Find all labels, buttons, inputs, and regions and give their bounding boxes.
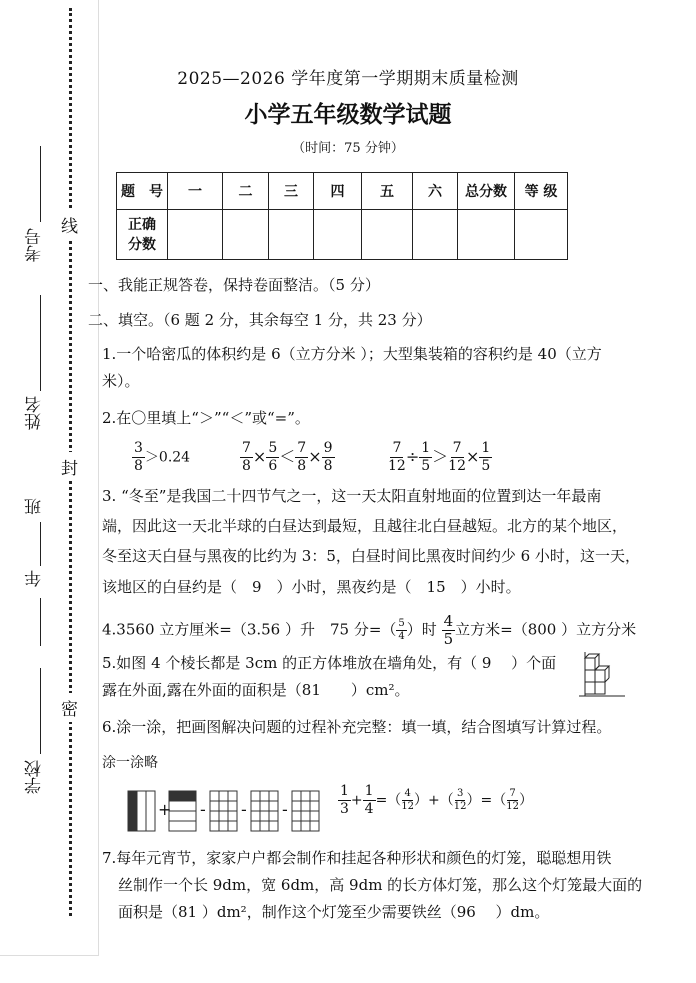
fraction: $\frac{7}{12}$	[448, 440, 466, 474]
question-2-stem: 2.在〇里填上“＞”“＜”或“=”。	[102, 409, 310, 427]
fraction: $\frac{7}{12}$	[506, 788, 519, 812]
exam-time: （时间：75 分钟）	[292, 141, 404, 156]
exam-number-blank	[40, 146, 41, 222]
section-2-heading: 二、填空。（6 题 2 分，其余每空 1 分，共 23 分）	[88, 311, 432, 329]
seal-word-line: 线	[61, 210, 78, 239]
class-label: 班	[25, 498, 45, 515]
question-7-line-3: 面积是（81 ）dm²，制作这个灯笼至少需要铁丝（96 ）dm。	[118, 903, 550, 921]
question-2-expr-3: $\frac{7}{12}$ ÷ $\frac{1}{5}$ ＞ $\frac{7}{12}$ × $\frac{1}{5}$	[388, 440, 491, 474]
question-5-line-2: 露在外面,露在外面的面积是（81 ）cm²。	[102, 681, 410, 699]
table-header-cell: 一	[168, 173, 223, 210]
svg-text:-: -	[200, 800, 206, 819]
fraction: $\frac{7}{8}$	[242, 440, 251, 474]
grade-blank	[40, 598, 41, 646]
score-table	[116, 172, 568, 260]
question-3-line-1: 3. “冬至”是我国二十四节气之一，这一天太阳直射地面的位置到达一年最南	[102, 487, 602, 505]
svg-text:+: +	[158, 800, 172, 819]
fraction: $\frac{9}{8}$	[323, 440, 333, 474]
score-cell[interactable]	[223, 210, 269, 260]
exam-title: 2025—2026 学年度第一学期期末质量检测	[177, 69, 519, 89]
table-header-cell: 五	[362, 173, 413, 210]
table-header-cell: 二	[223, 173, 269, 210]
name-label: 姓名	[25, 396, 45, 430]
seal-word-secret: 密	[61, 693, 78, 722]
score-cell[interactable]	[413, 210, 458, 260]
stacked-cubes-figure	[577, 650, 627, 700]
fraction: $\frac{1}{5}$	[421, 440, 431, 474]
fraction: $\frac{7}{12}$	[388, 440, 406, 474]
table-header-cell: 四	[314, 173, 362, 210]
fraction: $\frac{1}{5}$	[481, 440, 491, 474]
fraction: $\frac{5}{4}$	[398, 618, 405, 642]
fraction: $\frac{7}{8}$	[297, 440, 307, 474]
table-row-label: 正确分数	[117, 210, 168, 260]
question-2-expr-2: $\frac{7}{8}$ × $\frac{5}{6}$ ＜ $\frac{7}{8}$ × $\frac{9}{8}$	[242, 440, 333, 474]
name-blank	[40, 295, 41, 391]
question-6-stem: 6.涂一涂，把画图解决问题的过程补充完整：填一填，结合图填写计算过程。	[102, 718, 612, 736]
table-header-cell: 三	[269, 173, 314, 210]
school-blank	[40, 668, 41, 754]
score-cell[interactable]	[515, 210, 568, 260]
grade-label: 年	[25, 570, 45, 587]
table-header-cell: 等 级	[515, 173, 568, 210]
fraction-grid-diagrams	[127, 788, 327, 834]
fraction: $\frac{4}{5}$	[443, 612, 454, 648]
fraction: $\frac{4}{12}$	[401, 788, 415, 812]
fraction: $\frac{1}{3}$	[340, 783, 349, 817]
score-cell[interactable]	[314, 210, 362, 260]
question-3-line-2: 端，因此这一天北半球的白昼达到最短，且越往北白昼越短。北方的某个地区，	[102, 517, 628, 535]
fraction: $\frac{3}{12}$	[453, 788, 467, 812]
question-7-line-1: 7.每年元宵节，家家户户都会制作和挂起各种形状和颜色的灯笼，聪聪想用铁	[102, 849, 612, 867]
fraction: $\frac{3}{8}$	[134, 440, 143, 474]
table-header-cell: 六	[413, 173, 458, 210]
score-cell[interactable]	[458, 210, 515, 260]
score-cell[interactable]	[168, 210, 223, 260]
question-6-equation: $\frac{1}{3}$ + $\frac{1}{4}$ =（ $\frac{4}{12}$ ）+（ $\frac{3}{12}$ ）=（ $\frac{7}{12}$ ）	[340, 783, 533, 817]
score-cell[interactable]	[362, 210, 413, 260]
subject-title: 小学五年级数学试题	[244, 102, 452, 128]
question-4: 4.3560 立方厘米=（3.56 ）升 75 分=（ $\frac{5}{4}$ ）时 $\frac{4}{5}$ 立方米=（800 ）立方分米	[102, 612, 637, 648]
seal-word-seal: 封	[61, 452, 78, 481]
question-1-line-2: 米）。	[102, 372, 140, 390]
class-blank	[40, 522, 41, 566]
school-label: 学校	[25, 760, 45, 794]
svg-text:-: -	[282, 800, 288, 819]
svg-text:-: -	[241, 800, 247, 819]
question-3-line-3: 冬至这天白昼与黑夜的比约为 3：5，白昼时间比黑夜时间约少 6 小时，这一天，	[102, 547, 640, 565]
question-2-expr-1: $\frac{3}{8}$ ＞0.24	[134, 440, 191, 474]
exam-number-label: 考号	[25, 228, 45, 262]
question-3-line-4: 该地区的白昼约是（ 9 ）小时，黑夜约是（ 15 ）小时。	[102, 578, 521, 596]
question-5-line-1: 5.如图 4 个棱长都是 3cm 的正方体堆放在墙角处，有（ 9 ）个面	[102, 654, 557, 672]
table-header-cell: 题 号	[117, 173, 168, 210]
fraction: $\frac{1}{4}$	[364, 783, 374, 817]
question-1-line-1: 1.一个哈密瓜的体积约是 6（立方分米 ）；大型集装箱的容积约是 40（立方	[102, 345, 602, 363]
section-1-heading: 一、我能正规答卷，保持卷面整洁。（5 分）	[88, 276, 380, 294]
fraction: $\frac{5}{6}$	[268, 440, 278, 474]
question-6-note: 涂一涂略	[102, 755, 158, 771]
score-cell[interactable]	[269, 210, 314, 260]
table-header-cell: 总分数	[458, 173, 515, 210]
question-7-line-2: 丝制作一个长 9dm，宽 6dm，高 9dm 的长方体灯笼，那么这个灯笼最大面的	[118, 876, 643, 894]
